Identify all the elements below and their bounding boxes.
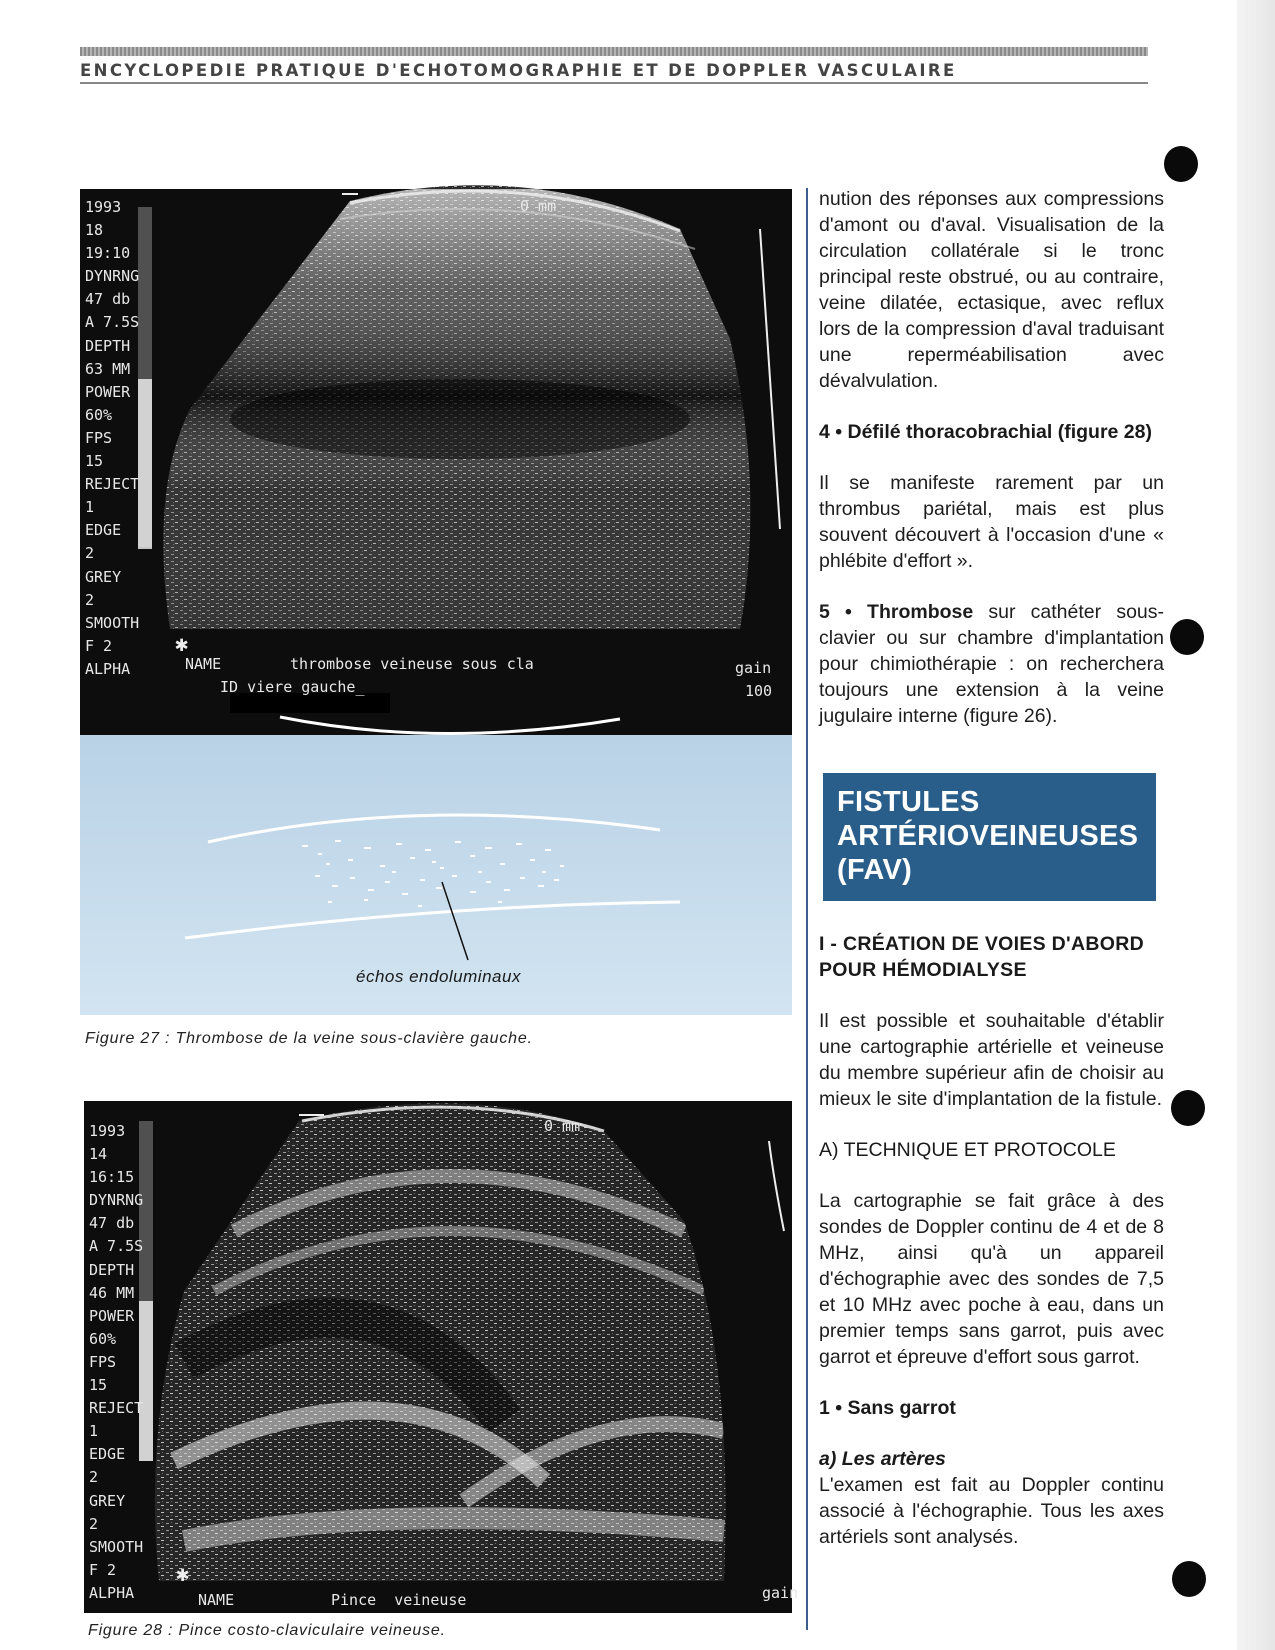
section-title-box	[823, 773, 1156, 901]
scan-parameter: REJECT	[89, 1399, 144, 1418]
figure-caption: Figure 27 : Thrombose de la veine sous-clavière gauche.	[85, 1030, 533, 1047]
scan-parameter: 2	[89, 1514, 99, 1533]
scan-parameter: 1993	[89, 1122, 126, 1140]
scan-parameter: 47 db	[85, 290, 131, 309]
scan-parameter: 60%	[89, 1329, 117, 1348]
scan-parameter: F 2	[85, 636, 113, 655]
paragraph: L'examen est fait au Doppler continu associé à l'échographie. Tous les axes artériels sont analysés.	[819, 1474, 1164, 1548]
header-bar	[80, 47, 1148, 56]
scan-parameters	[89, 1120, 143, 1605]
scan-parameter: POWER	[89, 1306, 135, 1325]
annotation-line1: thrombose veineuse sous cla	[290, 655, 534, 673]
diagram-annotation: échos endoluminaux	[356, 967, 521, 986]
paragraph: nution des réponses aux compressions d'amont ou d'aval. Visualisation de la circulation collatérale si le tronc principal reste obstrué, ou au contraire, veine dilatée, ectasique, avec reflux lors de la compression d'aval traduisant une reperméabilisation avec dévalvulation.	[819, 188, 1164, 392]
scan-parameter: 46 MM	[89, 1283, 135, 1302]
scan-parameter: 60%	[85, 405, 113, 424]
scan-parameter: A 7.5S	[89, 1237, 144, 1256]
section-title-line: ARTÉRIOVEINEUSES	[837, 820, 1139, 852]
scan-parameter: DEPTH	[85, 336, 131, 355]
annotation-line1: Pince veineuse	[331, 1591, 467, 1609]
scan-parameter: 1993	[85, 198, 122, 216]
scan-parameter: 1	[85, 498, 95, 517]
scan-parameter: SMOOTH	[89, 1537, 144, 1556]
scan-parameter: EDGE	[89, 1445, 126, 1464]
scan-parameter: GREY	[85, 567, 122, 586]
gain-value: 100	[745, 682, 773, 700]
gain-label: gain	[762, 1584, 799, 1602]
punch-hole	[1170, 619, 1204, 655]
scan-parameter: 15	[85, 452, 104, 471]
section-title-line: FISTULES	[837, 786, 980, 818]
scan-parameter: 2	[85, 590, 95, 609]
running-header: ENCYCLOPEDIE PRATIQUE D'ECHOTOMOGRAPHIE ET DE DOPPLER VASCULAIRE	[80, 61, 957, 80]
scan-parameter: 18	[85, 221, 104, 240]
ultrasound-sector	[84, 1101, 792, 1613]
scan-parameter: 14	[89, 1145, 108, 1164]
scan-parameters	[85, 196, 139, 681]
svg-text:✱: ✱	[176, 1562, 190, 1587]
subsection-heading: I - CRÉATION DE VOIES D'ABORD POUR HÉMODIALYSE	[819, 933, 1144, 981]
paragraph	[819, 599, 1164, 729]
scan-parameter: 63 MM	[85, 359, 131, 378]
depth-scale-label: 0 mm	[520, 197, 557, 215]
punch-hole	[1171, 1090, 1205, 1126]
ultrasound-image-fig28	[84, 1101, 799, 1613]
scan-parameter: 16:15	[89, 1168, 135, 1187]
scan-parameter: EDGE	[85, 521, 122, 540]
scan-parameter: ALPHA	[89, 1583, 135, 1602]
scan-parameter: FPS	[85, 428, 113, 447]
section-subheading: a) Les artères	[819, 1448, 946, 1470]
scan-parameter: DEPTH	[89, 1260, 135, 1279]
scan-parameter: DYNRNG	[89, 1191, 144, 1210]
section-subheading: 4 • Défilé thoracobrachial (figure 28)	[819, 421, 1152, 443]
paragraph-text: sur cathéter sous-clavier ou sur chambre d'implantation pour chimiothérapie : on recherchera toujours une extension à la veine jugulaire interne (figure 26).	[819, 601, 1164, 727]
depth-scale-label: 0 mm	[544, 1117, 581, 1135]
scan-parameter: A 7.5S	[85, 313, 140, 332]
scan-parameter: 47 db	[89, 1214, 135, 1233]
header-rule	[80, 82, 1148, 84]
protocol-heading: A) TECHNIQUE ET PROTOCOLE	[819, 1139, 1116, 1161]
scan-parameter: POWER	[85, 382, 131, 401]
scan-parameter: 1	[89, 1422, 99, 1441]
gain-label: gain	[735, 659, 772, 677]
punch-hole	[1164, 146, 1198, 182]
section-subheading: 1 • Sans garrot	[819, 1397, 956, 1419]
scan-parameter: 15	[89, 1376, 108, 1395]
punch-hole	[1172, 1561, 1206, 1597]
scan-parameter: 2	[89, 1468, 99, 1487]
inline-heading: 5 • Thrombose	[819, 601, 974, 623]
name-label: NAME	[198, 1591, 235, 1609]
scan-parameter: F 2	[89, 1560, 117, 1579]
scan-parameter: REJECT	[85, 475, 140, 494]
scan-parameter: 19:10	[85, 244, 131, 263]
scan-parameter: GREY	[89, 1491, 126, 1510]
page-edge	[1237, 0, 1275, 1650]
schematic-diagram-fig27	[80, 735, 792, 1015]
svg-text:✱: ✱	[175, 632, 189, 657]
scan-parameter: ALPHA	[85, 659, 131, 678]
name-label: NAME	[185, 655, 222, 673]
ultrasound-image-fig27	[80, 189, 792, 735]
figure-caption: Figure 28 : Pince costo-claviculaire veineuse.	[88, 1622, 446, 1639]
scan-parameter: FPS	[89, 1352, 117, 1371]
paragraph: La cartographie se fait grâce à des sondes de Doppler continu de 4 et de 8 MHz, ainsi qu'à un appareil d'échographie avec des sondes de 7,5 et 10 MHz avec poche à eau, dans un premier temps sans garrot, puis avec garrot et épreuve d'effort sous garrot.	[819, 1190, 1164, 1368]
text-column	[819, 186, 1164, 1550]
scan-parameter: 2	[85, 544, 95, 563]
paragraph: Il se manifeste rarement par un thrombus pariétal, mais est plus souvent découvert à l'occasion d'une « phlébite d'effort ».	[819, 472, 1164, 572]
column-rule	[806, 188, 808, 1630]
scan-parameter: DYNRNG	[85, 267, 140, 286]
scan-parameter: SMOOTH	[85, 613, 140, 632]
section-title-line: (FAV)	[837, 854, 913, 886]
annotation-line2: ID viere gauche_	[220, 678, 365, 696]
paragraph: Il est possible et souhaitable d'établir une cartographie artérielle et veineuse du membre supérieur afin de choisir au mieux le site d'implantation de la fistule.	[819, 1010, 1164, 1110]
ultrasound-sector	[80, 189, 792, 735]
